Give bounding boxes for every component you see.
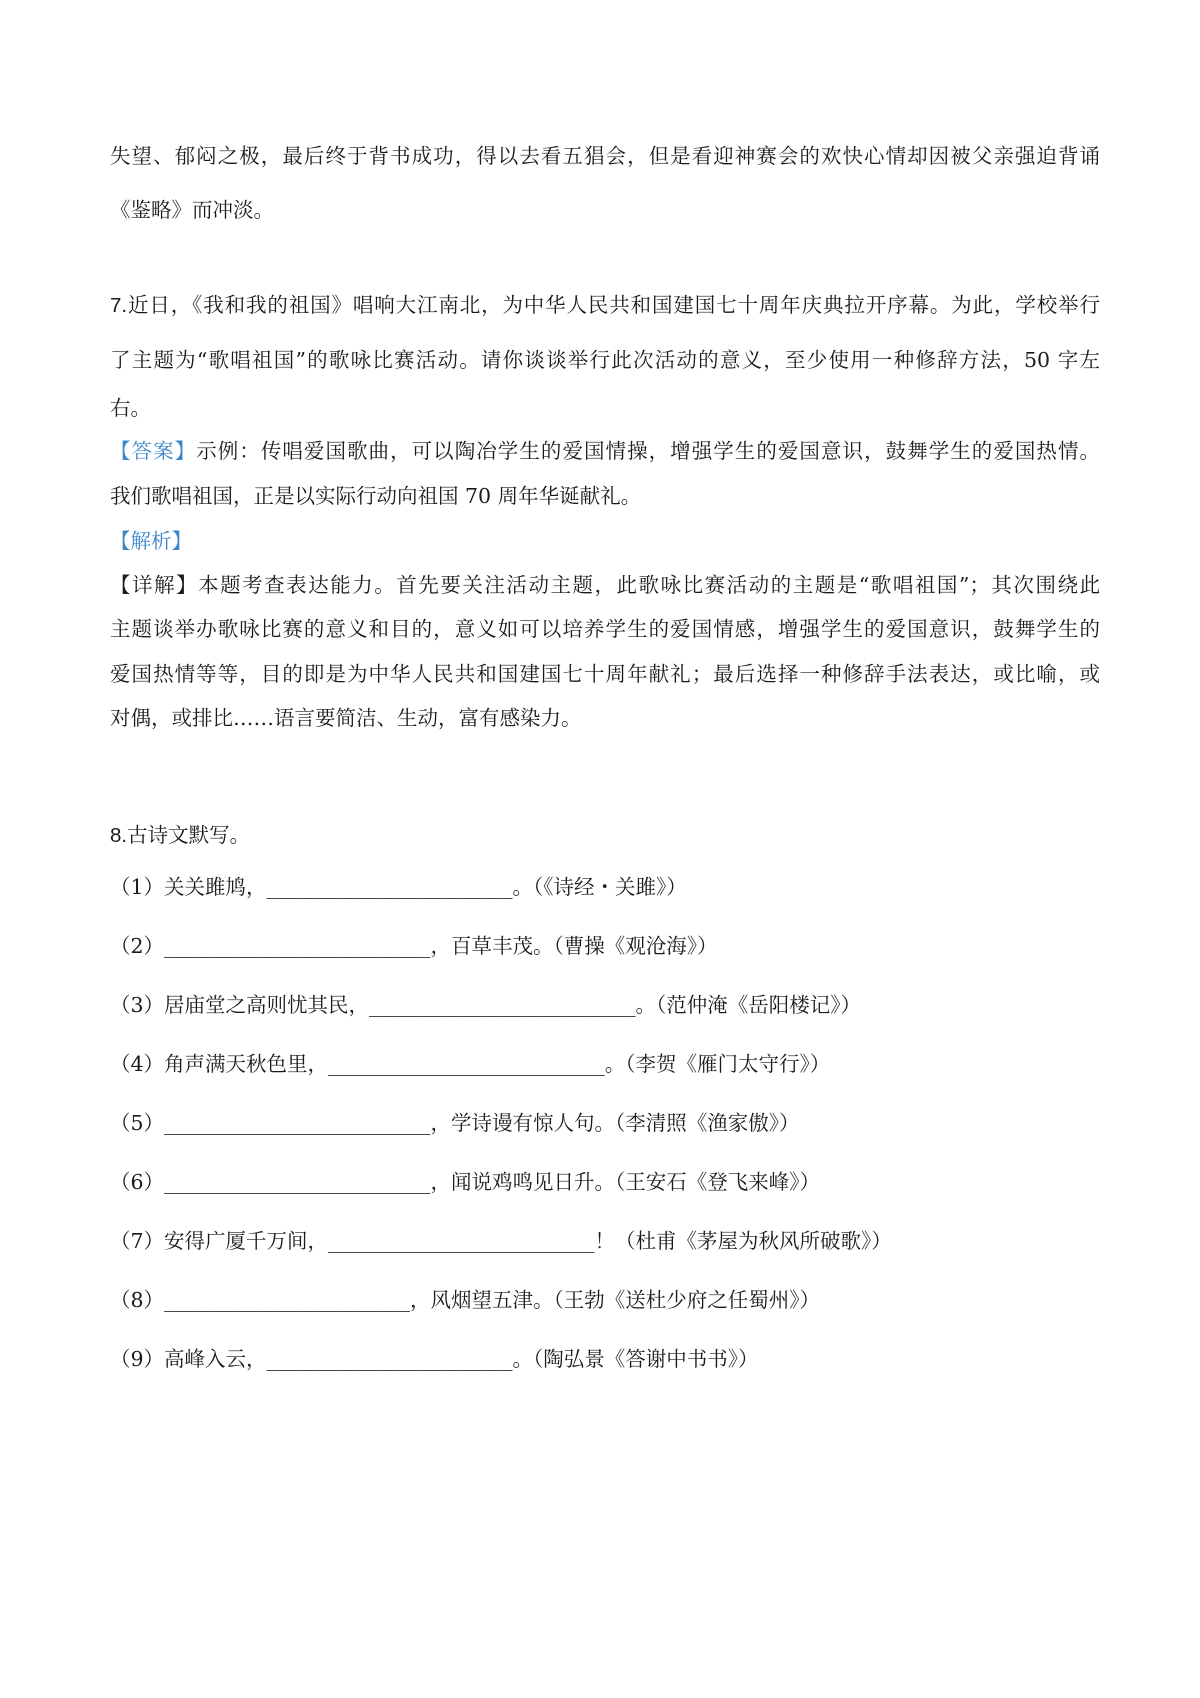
q8-item-2: （2）__________________________，百草丰茂。（曹操《观沧海》） [110,934,718,958]
continuation-line-2: 《鉴略》而冲淡。 [110,198,274,222]
q7-detail-line-1 [110,570,1100,600]
q7-line-2: 了主题为“歌唱祖国”的歌咏比赛活动。请你谈谈举行此次活动的意义，至少使用一种修辞方法，50 字左 [110,348,1100,372]
answer-text-1: 示例：传唱爱国歌曲，可以陶冶学生的爱国情操，增强学生的爱国意识，鼓舞学生的爱国热情。 [196,439,1101,463]
detail-tag: 【详解】 [110,573,199,597]
q8-item-7: （7）安得广厦千万间，__________________________！（杜甫《茅屋为秋风所破歌》） [110,1229,892,1253]
q8-title-text: 古诗文默写。 [127,823,251,847]
q8-item-1: （1）关关雎鸠，________________________。（《诗经・关雎》） [110,875,687,899]
continuation-line-1: 失望、郁闷之极，最后终于背书成功，得以去看五猖会，但是看迎神赛会的欢快心情却因被父亲强迫背诵 [110,144,1100,168]
q8-item-6: （6）__________________________，闻说鸡鸣见日升。（王安石《登飞来峰》） [110,1170,821,1194]
analysis-tag: 【解析】 [110,529,192,553]
q8-title [110,820,1100,851]
q7-detail-line-4: 对偶，或排比……语言要简洁、生动，富有感染力。 [110,706,582,730]
q7-answer-line-1 [110,436,1100,466]
q7-detail-line-3: 爱国热情等等，目的即是为中华人民共和国建国七十周年献礼；最后选择一种修辞手法表达，或比喻，或 [110,662,1100,686]
q8-number: 8. [110,824,128,847]
q8-item-4: （4）角声满天秋色里，___________________________。（李贺《雁门太守行》） [110,1052,831,1076]
q7-line-1 [110,290,1100,321]
q7-number: 7. [110,294,128,317]
q8-item-5: （5）__________________________，学诗谩有惊人句。（李清照《渔家傲》） [110,1111,800,1135]
q7-line-3: 右。 [110,396,151,420]
detail-text-1: 本题考查表达能力。首先要关注活动主题，此歌咏比赛活动的主题是“歌唱祖国”；其次围绕此 [198,573,1100,597]
q7-text-1: 近日，《我和我的祖国》唱响大江南北，为中华人民共和国建国七十周年庆典拉开序幕。为此，学校举行 [127,293,1100,317]
q7-detail-line-2: 主题谈举办歌咏比赛的意义和目的，意义如可以培养学生的爱国情感，增强学生的爱国意识，鼓舞学生的 [110,617,1100,641]
q7-answer-line-2: 我们歌唱祖国，正是以实际行动向祖国 70 周年华诞献礼。 [110,484,642,508]
q8-item-9: （9）高峰入云，________________________。（陶弘景《答谢中书书》） [110,1347,759,1371]
q8-item-3: （3）居庙堂之高则忧其民，__________________________。（范仲淹《岳阳楼记》） [110,993,862,1017]
q8-item-8: （8）________________________，风烟望五津。（王勃《送杜少府之任蜀州》） [110,1288,821,1312]
answer-tag: 【答案】 [110,439,197,463]
